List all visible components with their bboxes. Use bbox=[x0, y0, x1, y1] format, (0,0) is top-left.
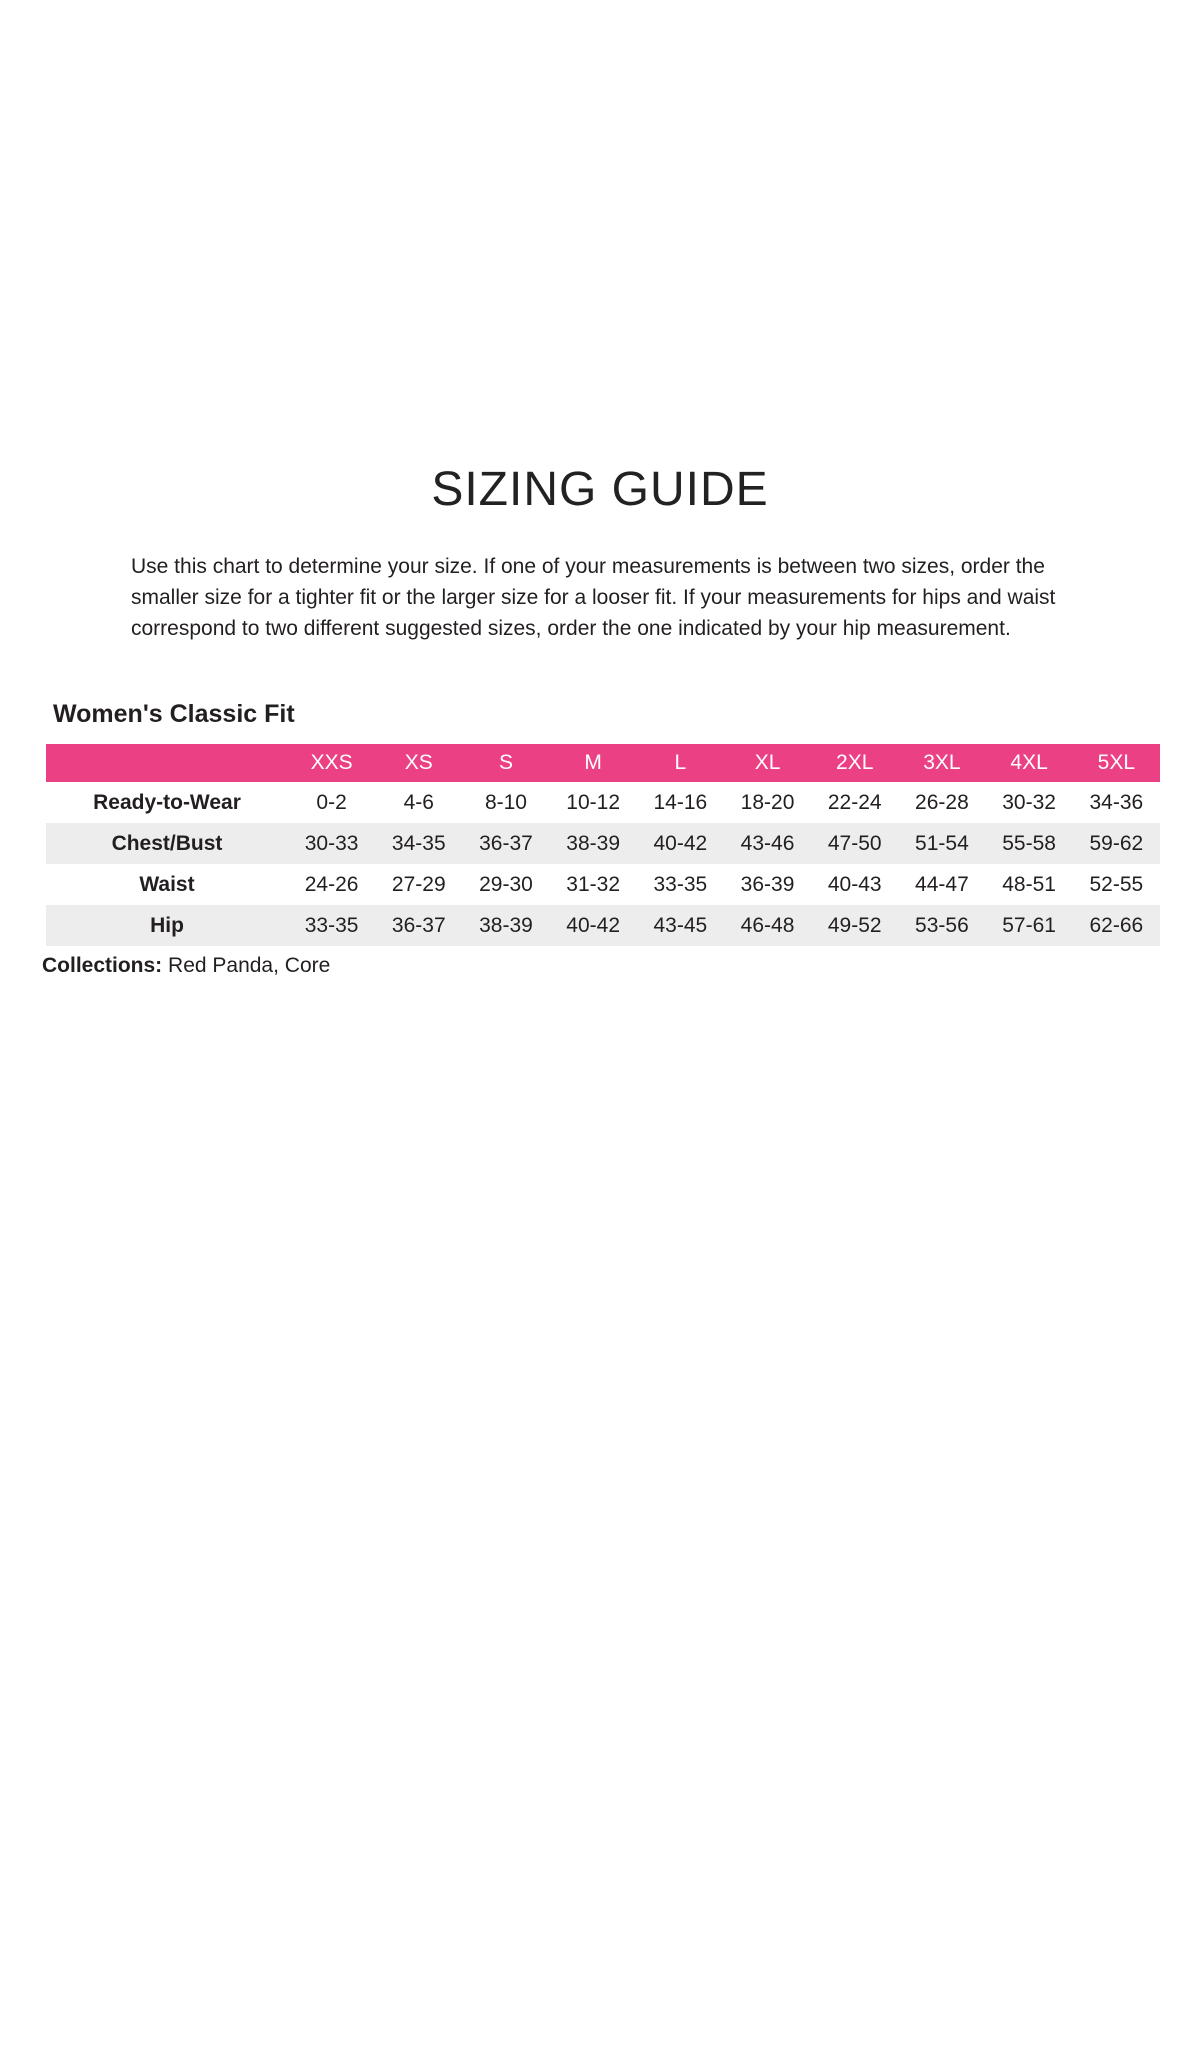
data-cell: 43-46 bbox=[740, 831, 795, 855]
data-cell: 52-55 bbox=[1089, 872, 1144, 896]
header-cell-size: 3XL bbox=[898, 744, 985, 782]
row-label: Waist bbox=[139, 872, 195, 896]
data-cell: 46-48 bbox=[740, 913, 795, 937]
page-title: SIZING GUIDE bbox=[431, 463, 769, 516]
row-label: Hip bbox=[150, 913, 184, 937]
table-row bbox=[46, 905, 1160, 946]
collections-line bbox=[42, 954, 1200, 978]
data-cell: 24-26 bbox=[304, 872, 359, 896]
data-cell: 43-45 bbox=[653, 913, 708, 937]
data-cell: 40-42 bbox=[566, 913, 621, 937]
data-cell: 53-56 bbox=[915, 913, 969, 937]
data-cell: 36-39 bbox=[740, 872, 795, 896]
data-cell: 44-47 bbox=[915, 872, 969, 896]
data-cell: 57-61 bbox=[1002, 913, 1056, 937]
data-cell: 36-37 bbox=[479, 831, 533, 855]
data-cell: 27-29 bbox=[391, 872, 446, 896]
data-cell: 49-52 bbox=[827, 913, 882, 937]
data-cell: 38-39 bbox=[479, 913, 533, 937]
collections-label: Collections: bbox=[42, 954, 163, 977]
table-row bbox=[46, 864, 1160, 905]
data-cell: 18-20 bbox=[740, 790, 795, 814]
data-cell: 55-58 bbox=[1002, 831, 1056, 855]
data-cell: 14-16 bbox=[653, 790, 708, 814]
data-cell: 36-37 bbox=[391, 913, 446, 937]
data-cell: 0-2 bbox=[316, 790, 347, 814]
data-cell: 31-32 bbox=[566, 872, 621, 896]
header-cell-size: 2XL bbox=[811, 744, 898, 782]
data-cell: 33-35 bbox=[304, 913, 359, 937]
data-cell: 40-43 bbox=[827, 872, 882, 896]
header-cell-size: XL bbox=[724, 744, 811, 782]
data-cell: 29-30 bbox=[479, 872, 533, 896]
data-cell: 51-54 bbox=[915, 831, 969, 855]
data-cell: 30-33 bbox=[304, 831, 359, 855]
header-cell-size: 5XL bbox=[1073, 744, 1160, 782]
header-cell-label-spacer bbox=[46, 744, 288, 782]
intro-text: Use this chart to determine your size. If one of your measurements is between two sizes, order the smaller size for a tighter fit or the larger size for a looser fit. If your measurements for hips and waist correspond to two different suggested sizes, order the one indicated by your hip measurement. bbox=[131, 555, 1056, 640]
header-cell-size: 4XL bbox=[986, 744, 1073, 782]
collections-value: Red Panda, Core bbox=[168, 954, 331, 977]
data-cell: 47-50 bbox=[827, 831, 882, 855]
data-cell: 62-66 bbox=[1089, 913, 1144, 937]
header-cell-size: XXS bbox=[288, 744, 375, 782]
data-cell: 4-6 bbox=[403, 790, 434, 814]
table-row bbox=[46, 782, 1160, 823]
table-header-row bbox=[46, 744, 1160, 782]
header-cell-size: XS bbox=[375, 744, 462, 782]
data-cell: 10-12 bbox=[566, 790, 621, 814]
row-label: Ready-to-Wear bbox=[93, 790, 241, 814]
data-cell: 40-42 bbox=[653, 831, 708, 855]
data-cell: 59-62 bbox=[1089, 831, 1144, 855]
header-cell-size: M bbox=[550, 744, 637, 782]
data-cell: 34-36 bbox=[1089, 790, 1144, 814]
data-cell: 30-32 bbox=[1002, 790, 1056, 814]
data-cell: 22-24 bbox=[827, 790, 882, 814]
sizing-table bbox=[46, 744, 1160, 946]
header-cell-size: S bbox=[462, 744, 549, 782]
data-cell: 33-35 bbox=[653, 872, 708, 896]
data-cell: 38-39 bbox=[566, 831, 621, 855]
section-heading: Women's Classic Fit bbox=[53, 700, 295, 728]
data-cell: 48-51 bbox=[1002, 872, 1056, 896]
row-label: Chest/Bust bbox=[111, 831, 223, 855]
header-cell-size: L bbox=[637, 744, 724, 782]
data-cell: 8-10 bbox=[484, 790, 527, 814]
data-cell: 34-35 bbox=[391, 831, 446, 855]
table-row bbox=[46, 823, 1160, 864]
data-cell: 26-28 bbox=[915, 790, 969, 814]
